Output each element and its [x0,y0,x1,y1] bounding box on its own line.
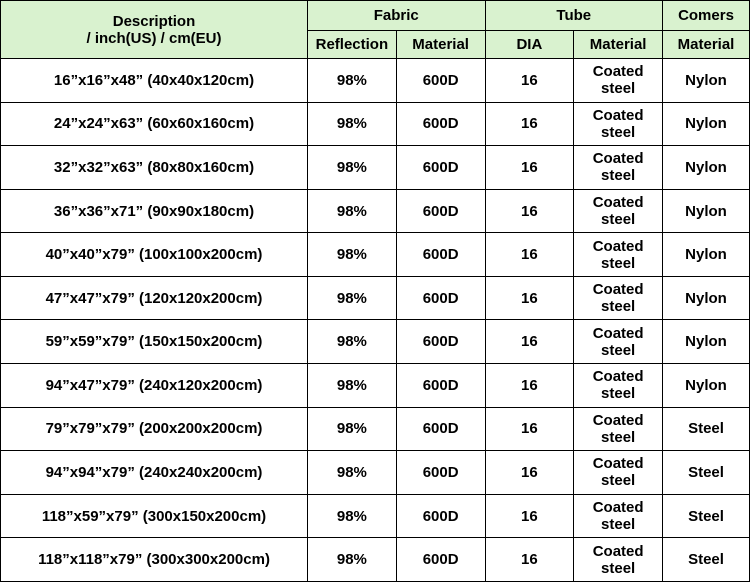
table-row [1,102,750,146]
cell-dia: 16 [485,451,574,495]
cell-dia: 16 [485,189,574,233]
table-row [1,320,750,364]
header-tube-material: Material [574,31,663,59]
cell-reflection: 98% [308,59,397,103]
cell-reflection: 98% [308,233,397,277]
cell-description: 118”x118”x79” (300x300x200cm) [1,538,308,582]
cell-fabric-material: 600D [396,451,485,495]
cell-fabric-material: 600D [396,189,485,233]
cell-tube-material: Coated steel [574,233,663,277]
header-row-primary [1,1,750,31]
cell-description: 40”x40”x79” (100x100x200cm) [1,233,308,277]
cell-reflection: 98% [308,451,397,495]
cell-corners-material: Nylon [663,276,750,320]
header-description-line2: / inch(US) / cm(EU) [86,29,222,47]
cell-reflection: 98% [308,276,397,320]
cell-fabric-material: 600D [396,320,485,364]
table-row [1,364,750,408]
cell-reflection: 98% [308,364,397,408]
cell-tube-material: Coated steel [574,494,663,538]
cell-tube-material: Coated steel [574,320,663,364]
cell-description: 94”x47”x79” (240x120x200cm) [1,364,308,408]
table-row [1,451,750,495]
header-description [1,1,308,59]
cell-description: 118”x59”x79” (300x150x200cm) [1,494,308,538]
cell-reflection: 98% [308,320,397,364]
cell-corners-material: Steel [663,538,750,582]
cell-corners-material: Nylon [663,59,750,103]
cell-dia: 16 [485,59,574,103]
cell-fabric-material: 600D [396,494,485,538]
cell-corners-material: Nylon [663,189,750,233]
cell-corners-material: Nylon [663,233,750,277]
cell-dia: 16 [485,494,574,538]
cell-tube-material: Coated steel [574,102,663,146]
cell-fabric-material: 600D [396,233,485,277]
header-fabric: Fabric [308,1,486,31]
cell-fabric-material: 600D [396,364,485,408]
cell-description: 32”x32”x63” (80x80x160cm) [1,146,308,190]
table-row [1,538,750,582]
cell-tube-material: Coated steel [574,364,663,408]
cell-description: 59”x59”x79” (150x150x200cm) [1,320,308,364]
cell-tube-material: Coated steel [574,189,663,233]
cell-tube-material: Coated steel [574,146,663,190]
cell-reflection: 98% [308,407,397,451]
cell-fabric-material: 600D [396,407,485,451]
header-corners: Comers [663,1,750,31]
cell-description: 16”x16”x48” (40x40x120cm) [1,59,308,103]
cell-fabric-material: 600D [396,538,485,582]
table-header [1,1,750,59]
header-fabric-reflection: Reflection [308,31,397,59]
cell-dia: 16 [485,364,574,408]
cell-fabric-material: 600D [396,59,485,103]
table-row [1,146,750,190]
cell-reflection: 98% [308,189,397,233]
cell-corners-material: Nylon [663,146,750,190]
cell-fabric-material: 600D [396,102,485,146]
cell-tube-material: Coated steel [574,538,663,582]
cell-fabric-material: 600D [396,276,485,320]
cell-tube-material: Coated steel [574,276,663,320]
header-corners-material: Material [663,31,750,59]
cell-description: 36”x36”x71” (90x90x180cm) [1,189,308,233]
cell-corners-material: Steel [663,451,750,495]
cell-dia: 16 [485,538,574,582]
header-tube-dia: DIA [485,31,574,59]
cell-dia: 16 [485,146,574,190]
header-fabric-material: Material [396,31,485,59]
cell-reflection: 98% [308,538,397,582]
table-row [1,407,750,451]
cell-tube-material: Coated steel [574,407,663,451]
cell-reflection: 98% [308,102,397,146]
table-body [1,59,750,582]
table-row [1,233,750,277]
cell-tube-material: Coated steel [574,59,663,103]
cell-tube-material: Coated steel [574,451,663,495]
cell-corners-material: Steel [663,407,750,451]
table-row [1,189,750,233]
cell-description: 24”x24”x63” (60x60x160cm) [1,102,308,146]
cell-dia: 16 [485,320,574,364]
cell-corners-material: Nylon [663,364,750,408]
cell-reflection: 98% [308,494,397,538]
table-row [1,276,750,320]
cell-dia: 16 [485,276,574,320]
cell-dia: 16 [485,407,574,451]
cell-description: 94”x94”x79” (240x240x200cm) [1,451,308,495]
cell-corners-material: Steel [663,494,750,538]
cell-dia: 16 [485,233,574,277]
cell-corners-material: Nylon [663,102,750,146]
cell-fabric-material: 600D [396,146,485,190]
header-description-line1: Description [112,12,196,30]
header-tube: Tube [485,1,663,31]
cell-description: 47”x47”x79” (120x120x200cm) [1,276,308,320]
cell-dia: 16 [485,102,574,146]
table-row [1,59,750,103]
table-row [1,494,750,538]
cell-corners-material: Nylon [663,320,750,364]
cell-description: 79”x79”x79” (200x200x200cm) [1,407,308,451]
cell-reflection: 98% [308,146,397,190]
